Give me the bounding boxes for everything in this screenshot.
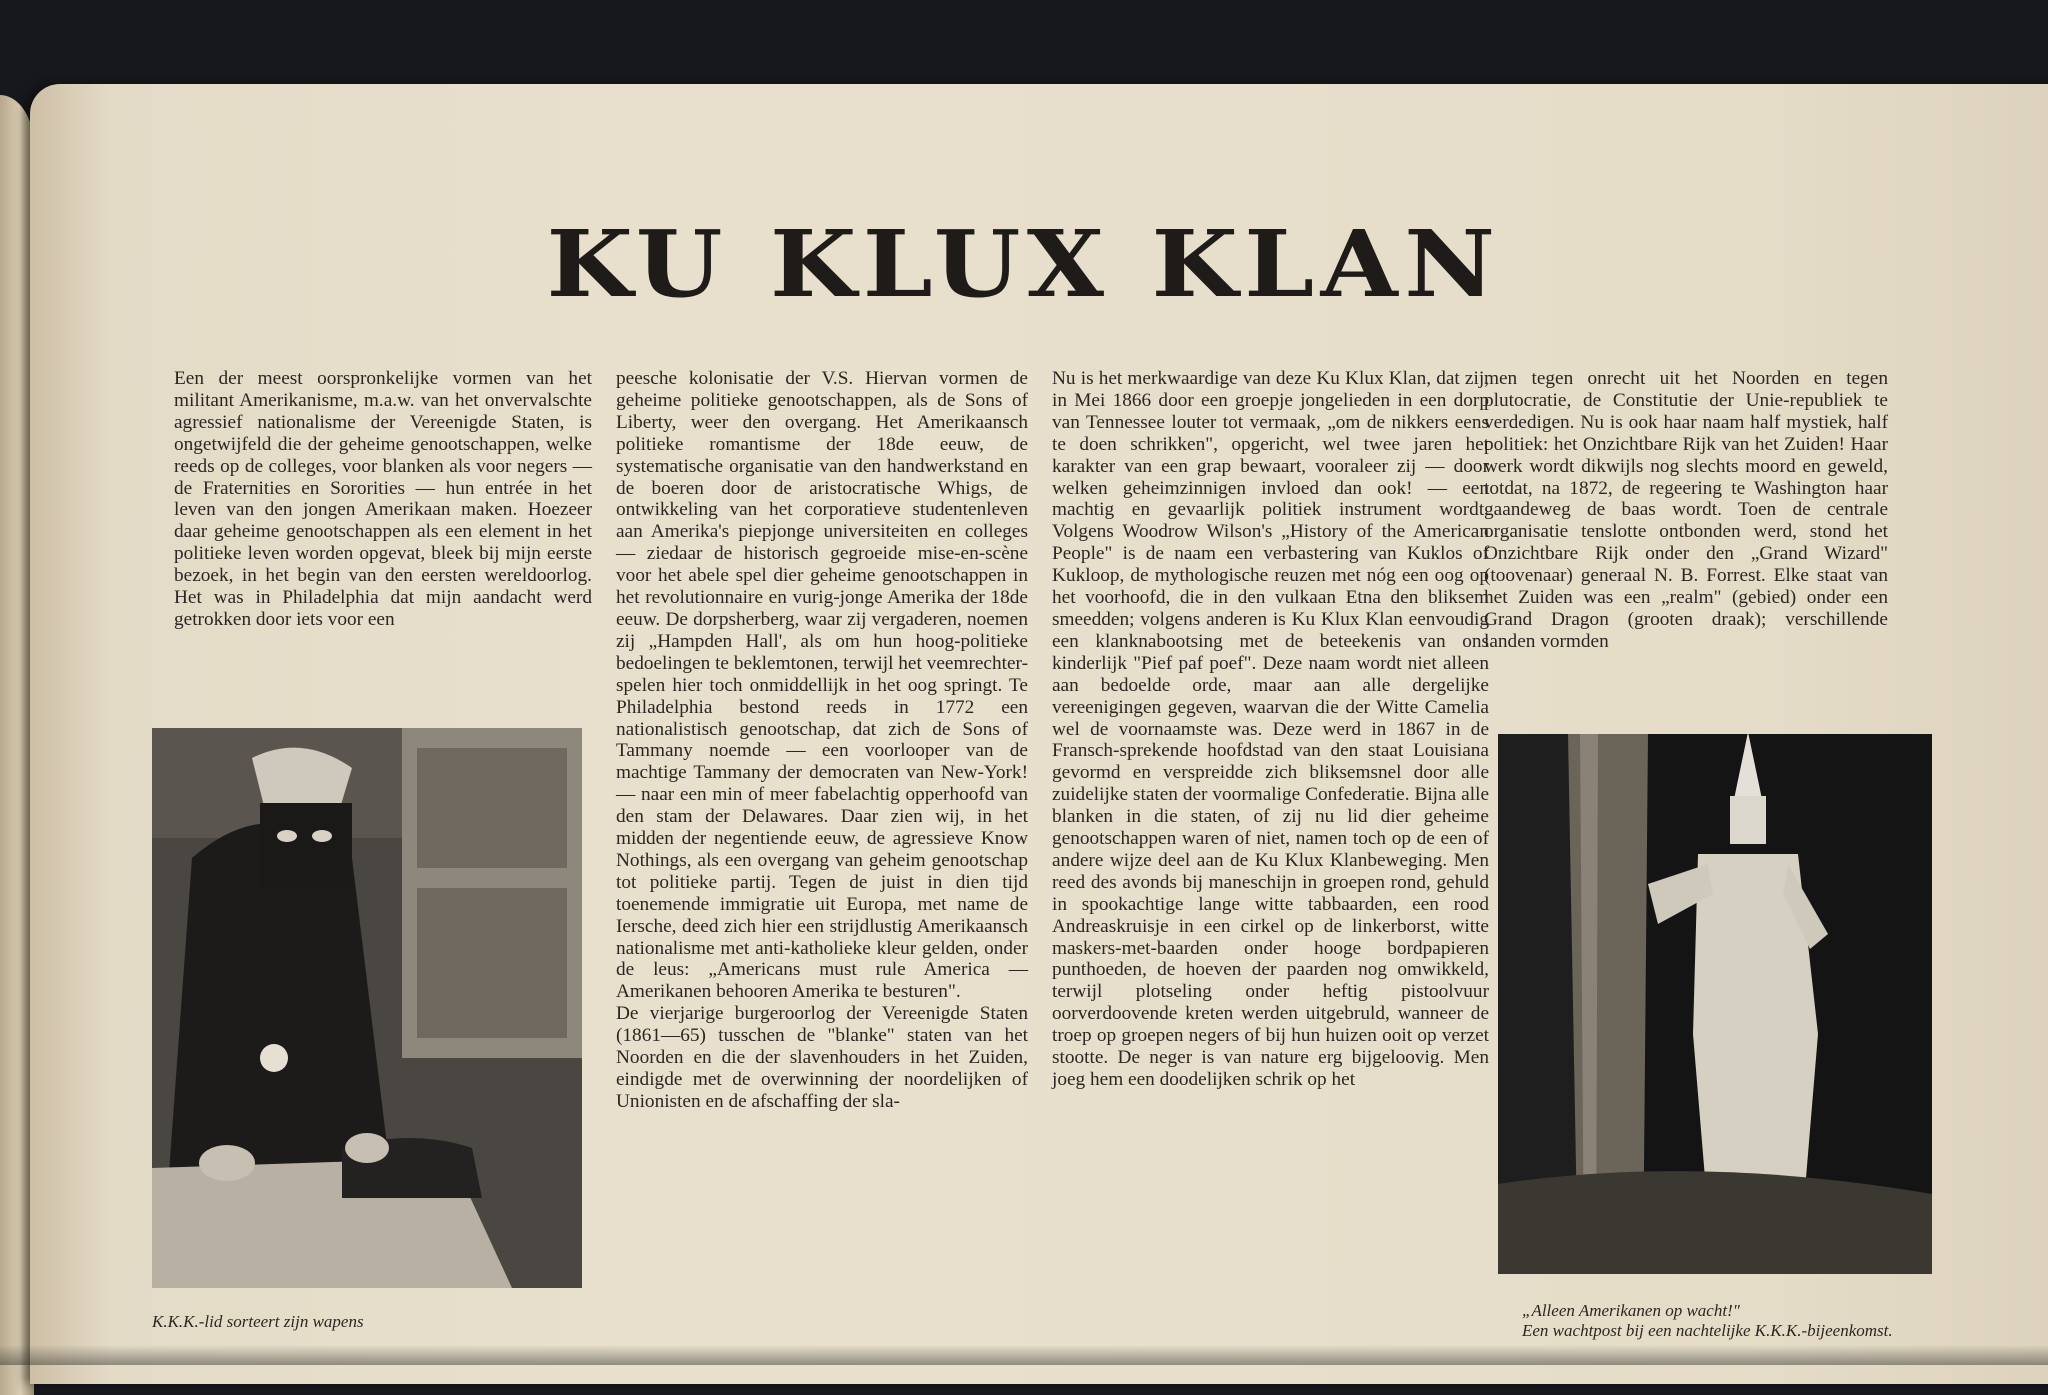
klansman-image (152, 728, 582, 1288)
photo2-caption-line2: Een wachtpost bij een nachtelijke K.K.K.-bijeenkomst. (1522, 1321, 1893, 1340)
photo1-caption: K.K.K.-lid sorteert zijn wapens (152, 1312, 364, 1331)
column-4 (1484, 368, 1888, 653)
column-4-text: men tegen onrecht uit het Noorden en tegen plutocratie, de Constitutie der Unie-republiek te verdedigen. Nu is ook haar naam half mystiek, half politiek: het Onzichtbare Rijk van het Zuiden! Haar werk wordt dikwijls nog slechts moord en geweld, totdat, na 1872, de regeering te Washington haar gaandeweg de baas wordt. Toen de centrale organisatie tenslotte ontbonden werd, stond het Onzichtbare Rijk onder den „Grand Wizard" (toovenaar) generaal N. B. Forrest. Elke staat van het Zuiden was een „realm" (gebied) onder een Grand Dragon (grooten draak); verschillende landen vormden (1484, 368, 1888, 652)
photo2-caption (1522, 1301, 1942, 1341)
column-3-text: Nu is het merkwaardige van deze Ku Klux Klan, dat zij, in Mei 1866 door een groepje jongelieden in een dorp van Tennessee louter tot vermaak, „om de nikkers eens te doen schrikken", opgericht, wel twee jaren het karakter van een grap bewaart, vooraleer zij — door welken geheimzinnigen invloed dan ook! — een machtig en gevaarlijk politiek instrument wordt. Volgens Woodrow Wilson's „History of the American People" is de naam een verbastering van Kuklos of Kukloop, de mythologische reuzen met nóg een oog op het voorhoofd, die in den vulkaan Etna den bliksem smeedden; volgens anderen is Ku Klux Klan eenvoudig een klanknabootsing met de beteekenis van ons kinderlijk "Pief paf poef". Deze naam wordt niet alleen aan bedoelde orde, maar aan alle dergelijke vereenigingen gegeven, waarvan die der Witte Camelia wel de voornaamste was. Deze werd in 1867 in de Fransch-sprekende hoofdstad van den staat Louisiana gevormd en verspreidde zich bliksemsnel door alle zuidelijke staten der voormalige Confederatie. Bijna alle blanken in die staten, of zij nu lid dier geheime genootschappen waren of niet, namen toch op de een of andere wijze deel aan de Ku Klux Klanbeweging. Men reed des avonds bij maneschijn in groepen rond, gehuld in spookachtige lange witte tabbaarden, een rood Andreaskruisje in een cirkel op de linkerborst, witte maskers-met-baarden onder hooge bordpapieren punthoeden, de hoeven der paarden nog omwikkeld, terwijl plotseling onder heftig pistoolvuur oorverdoovende kreten werden uitgebruld, wanneer de troep op groepen negers of bij hun huizen ooit op verzet stootte. De neger is van nature erg bijgeloovig. Men joeg hem een doodelijken schrik op het (1052, 368, 1489, 1090)
article-title: KU KLUX KLAN (546, 210, 1502, 318)
night-sentry-image (1498, 734, 1932, 1274)
photo2-caption-line1: „Alleen Amerikanen op wacht!" (1522, 1301, 1740, 1320)
column-3 (1052, 368, 1489, 1091)
klansman-photo (152, 728, 582, 1288)
bottom-shadow (0, 1345, 2048, 1365)
column-1-text: Een der meest oorspronkelijke vormen van het militant Amerikanisme, m.a.w. van het onvervalschte agressief nationalisme der Vereenigde Staten, is ongetwijfeld die der geheime genootschappen, welke reeds op de colleges, voor blanken als voor negers — de Fraternities en Sororities — hun entrée in het leven van den jongen Amerikaan maken. Hoezeer daar geheime genootschappen als een element in het politieke leven worden opgevat, bleek bij mijn eerste bezoek, in het begin van den eersten wereldoorlog. Het was in Philadelphia dat mijn aandacht werd getrokken door iets voor een (174, 368, 592, 630)
night-sentry-photo (1498, 734, 1932, 1274)
column-2-text: peesche kolonisatie der V.S. Hiervan vormen de geheime politieke genootschappen, als de Sons of Liberty, weer den overgang. Het Amerikaansch politieke romantisme der 18de eeuw, de systematische organisatie van den handwerkstand en de boeren door de aristocratische Whigs, de ontwikkeling van het corporatieve studentenleven aan Amerika's piepjonge universiteiten en colleges — ziedaar de historisch gegroeide mise-en-scène voor het abele spel dier geheime genootschappen in het revolutionnaire en vurig-jonge Amerika der 18de eeuw. De dorpsherberg, waar zij vergaderen, noemen zij „Hampden Hall', als om hun hoog-politieke bedoelingen te beklemtonen, terwijl het veemrechter-spelen hier toch onmiddellijk in het oog springt. Te Philadelphia bestond reeds in 1772 een nationalistisch genootschap, dat zich de Sons of Tammany noemde — een voorlooper van de machtige Tammany der democraten van New-York! — naar een min of meer fabelachtig opperhoofd van den stam der Delawares. Daar zien wij, in het midden der negentiende eeuw, de agressieve Know Nothings, als een overgang van geheim genootschap tot politieke partij. Tegen de juist in dien tijd toenemende immigratie uit Europa, met name de Iersche, deed zich hier een strijdlustig Amerikaansch nationalisme met anti-katholieke kleur gelden, onder de leus: „Americans must rule America — Amerikanen behooren Amerika te besturen". (616, 368, 1028, 1003)
column-1 (174, 368, 592, 631)
column-2-text-b: De vierjarige burgeroorlog der Vereenigde Staten (1861—65) tusschen de "blanke" staten van het Noorden en die der slavenhouders in het Zuiden, eindigde met de overwinning der noordelijken of Unionisten en de afschaffing der sla- (616, 1003, 1028, 1112)
column-2 (616, 368, 1028, 1113)
